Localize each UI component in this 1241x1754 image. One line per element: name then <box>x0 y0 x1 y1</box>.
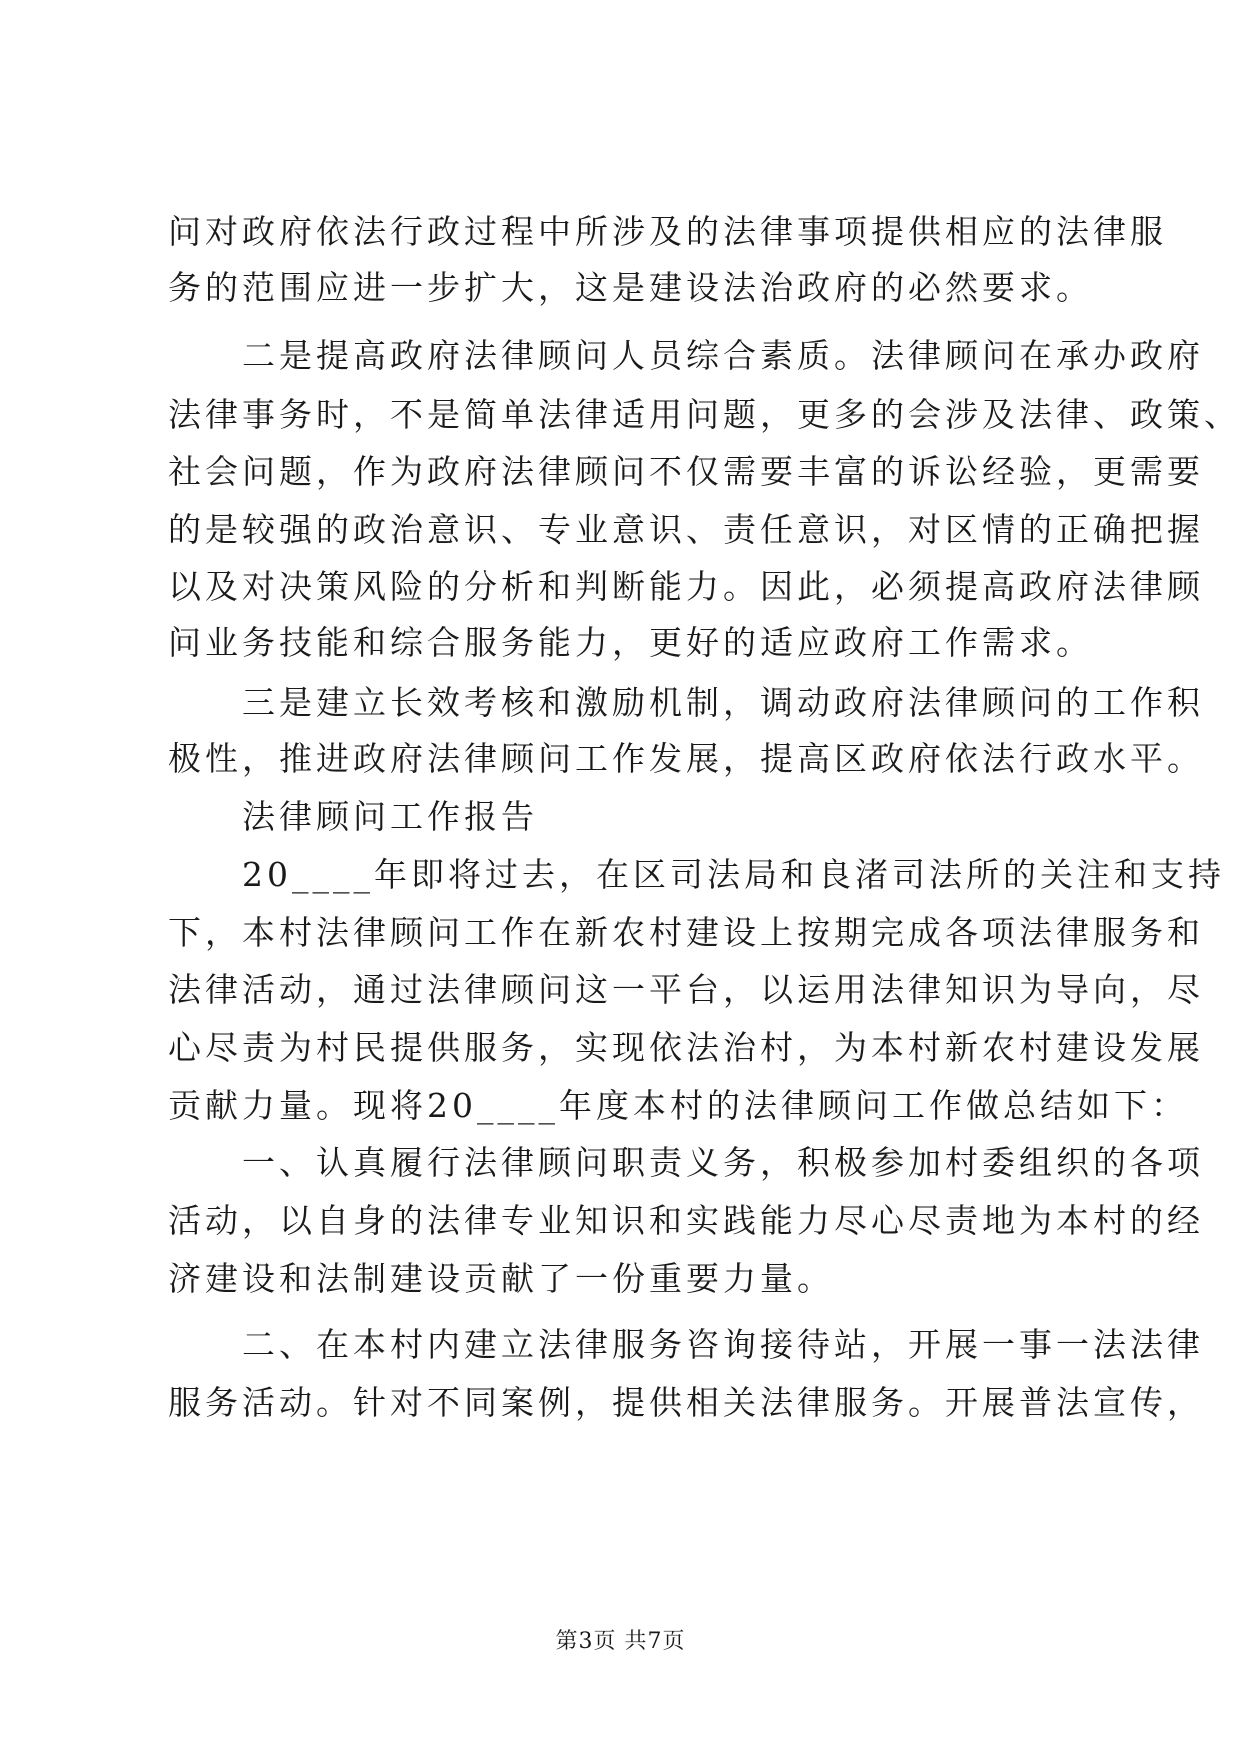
text-line: 的是较强的政治意识、专业意识、责任意识，对区情的正确把握 <box>168 510 1204 549</box>
text-line: 下，本村法律顾问工作在新农村建设上按期完成各项法律服务和 <box>168 913 1204 952</box>
text-line: 三是建立长效考核和激励机制，调动政府法律顾问的工作积 <box>168 683 1204 722</box>
text-line: 以及对决策风险的分析和判断能力。因此，必须提高政府法律顾 <box>168 567 1204 606</box>
text-line: 服务活动。针对不同案例，提供相关法律服务。开展普法宣传， <box>168 1383 1204 1422</box>
text-line: 务的范围应进一步扩大，这是建设法治政府的必然要求。 <box>168 268 1093 307</box>
page-footer: 第3页 共7页 <box>555 1629 686 1654</box>
text-line: 法律活动，通过法律顾问这一平台，以运用法律知识为导向，尽 <box>168 970 1204 1009</box>
text-line: 极性，推进政府法律顾问工作发展，提高区政府依法行政水平。 <box>168 739 1204 778</box>
text-line: 问对政府依法行政过程中所涉及的法律事项提供相应的法律服 <box>168 212 1167 251</box>
text-line: 二、在本村内建立法律服务咨询接待站，开展一事一法法律 <box>168 1325 1204 1364</box>
text-line: 法律事务时，不是简单法律适用问题，更多的会涉及法律、政策、 <box>168 395 1241 434</box>
text-line: 问业务技能和综合服务能力，更好的适应政府工作需求。 <box>168 623 1093 662</box>
text-line: 济建设和法制建设贡献了一份重要力量。 <box>168 1259 834 1298</box>
text-line: 一、认真履行法律顾问职责义务，积极参加村委组织的各项 <box>168 1143 1204 1182</box>
text-line: 活动，以自身的法律专业知识和实践能力尽心尽责地为本村的经 <box>168 1201 1204 1240</box>
text-line: 社会问题，作为政府法律顾问不仅需要丰富的诉讼经验，更需要 <box>168 452 1204 491</box>
text-line: 20____年即将过去，在区司法局和良渚司法所的关注和支持 <box>168 855 1225 894</box>
text-line: 心尽责为村民提供服务，实现依法治村，为本村新农村建设发展 <box>168 1028 1204 1067</box>
section-heading: 法律顾问工作报告 <box>168 797 538 836</box>
text-line: 贡献力量。现将20____年度本村的法律顾问工作做总结如下： <box>168 1086 1188 1125</box>
text-line: 二是提高政府法律顾问人员综合素质。法律顾问在承办政府 <box>168 336 1204 375</box>
